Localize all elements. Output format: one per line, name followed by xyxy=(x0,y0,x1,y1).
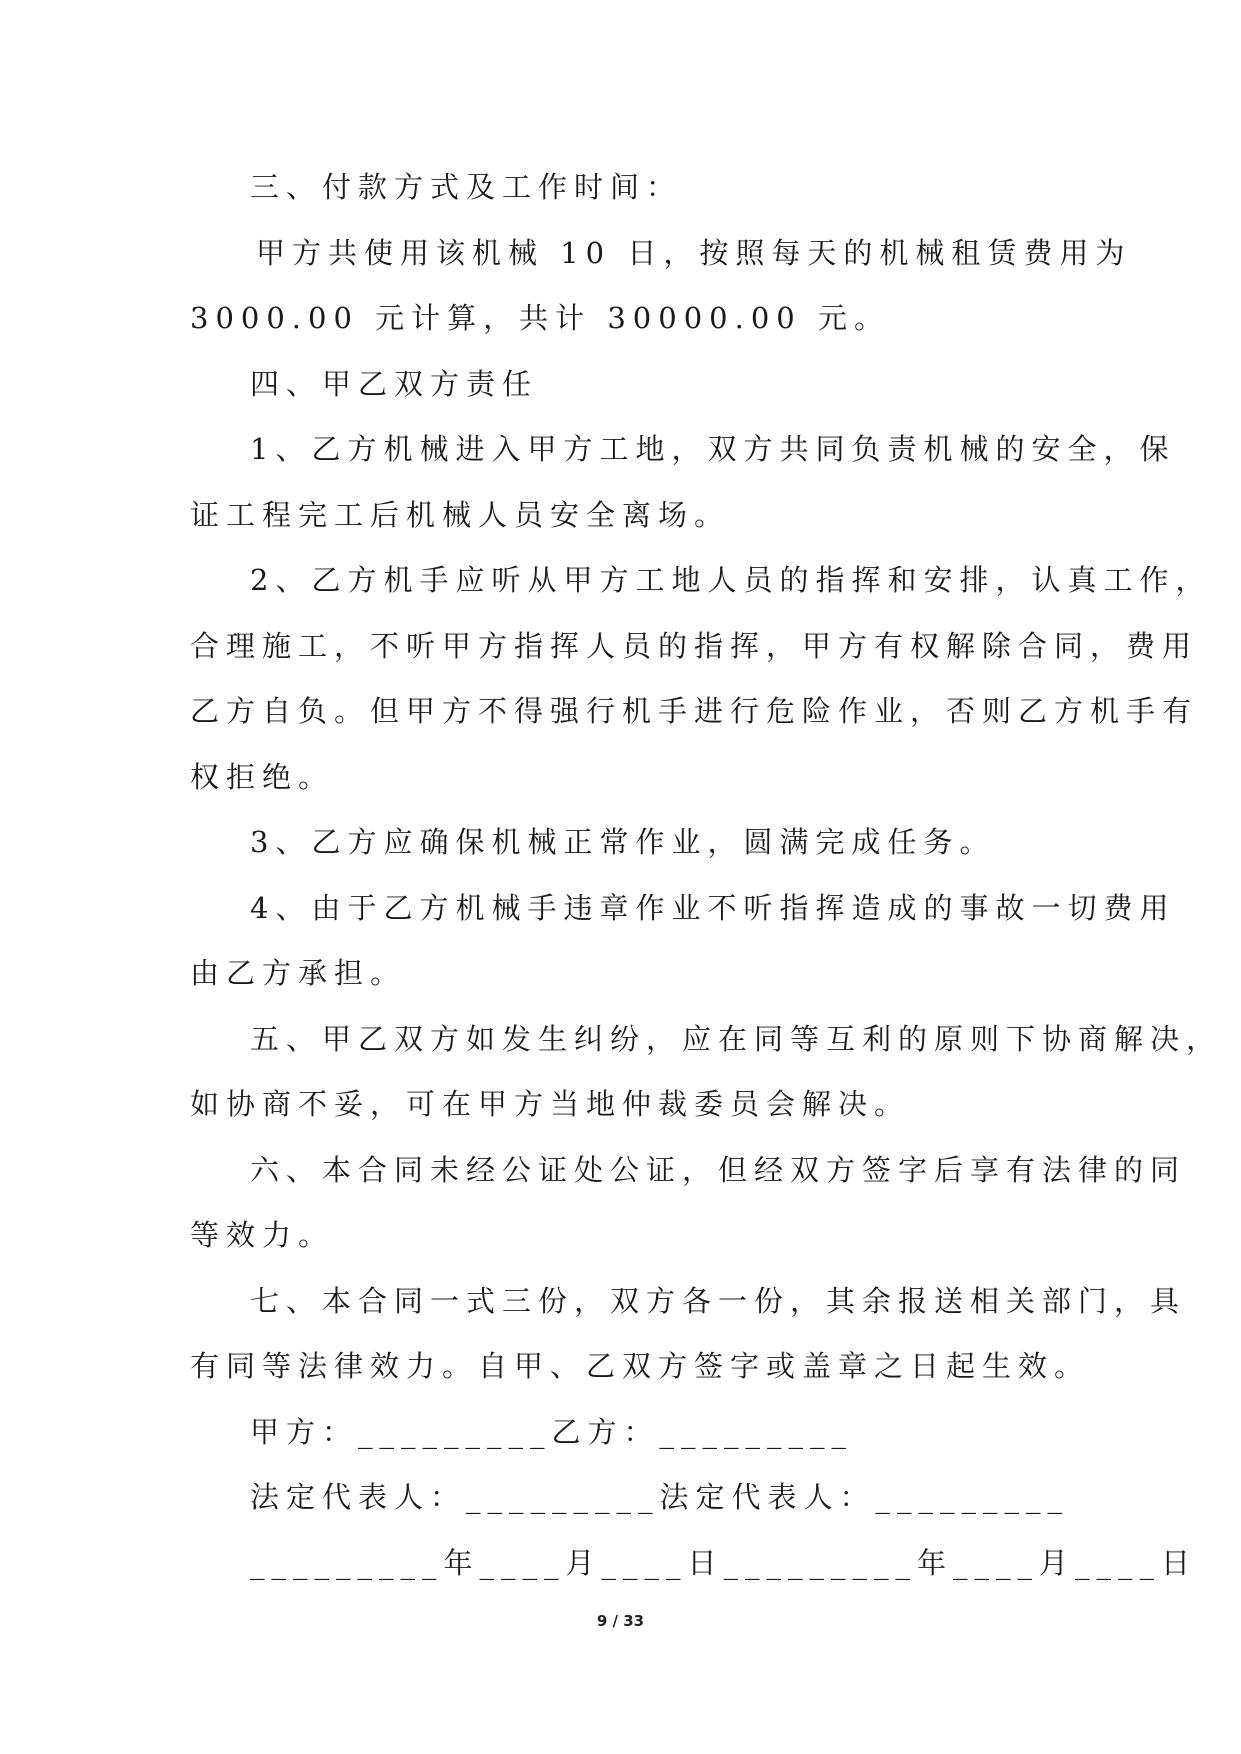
paragraph-line: 3000.00 元计算，共计 30000.00 元。 xyxy=(190,301,890,335)
paragraph-line: 如协商不妥，可在甲方当地仲裁委员会解决。 xyxy=(190,1087,911,1121)
paragraph-line: 合理施工，不听甲方指挥人员的指挥，甲方有权解除合同，费用 xyxy=(190,628,1199,663)
page-number: 9 / 33 xyxy=(596,1612,645,1630)
paragraph-line: 3、乙方应确保机械正常作业，圆满完成任务。 xyxy=(250,825,996,859)
section-heading-payment: 三、付款方式及工作时间： xyxy=(250,170,683,204)
document-body xyxy=(190,155,1223,1596)
paragraph-line: 由乙方承担。 xyxy=(190,956,407,990)
signature-party-line: 甲方：_________乙方：_________ xyxy=(250,1414,854,1449)
section-heading-responsibilities: 四、甲乙双方责任 xyxy=(250,366,539,401)
paragraph-line: 有同等法律效力。自甲、乙双方签字或盖章之日起生效。 xyxy=(190,1349,1091,1383)
paragraph-line: 七、本合同一式三份，双方各一份，其余报送相关部门，具 xyxy=(250,1283,1187,1318)
paragraph-line: 1、乙方机械进入甲方工地，双方共同负责机械的安全，保 xyxy=(250,432,1176,466)
paragraph-line: 2、乙方机手应听从甲方工地人员的指挥和安排，认真工作， xyxy=(250,563,1212,597)
signature-date-line: _________年____月____日_________年____月____日 xyxy=(250,1545,1198,1580)
paragraph-line: 乙方自负。但甲方不得强行机手进行危险作业，否则乙方机手有 xyxy=(190,694,1199,728)
paragraph-line: 4、由于乙方机械手违章作业不听指挥造成的事故一切费用 xyxy=(250,890,1176,925)
signature-representative-line: 法定代表人：_________法定代表人：_________ xyxy=(250,1480,1070,1514)
paragraph-line: 权拒绝。 xyxy=(190,759,335,794)
paragraph-line: 五、甲乙双方如发生纠纷，应在同等互利的原则下协商解决， xyxy=(250,1021,1223,1056)
paragraph-line: 证工程完工后机械人员安全离场。 xyxy=(190,497,731,532)
paragraph-line: 甲方共使用该机械 10 日，按照每天的机械租赁费用为 xyxy=(256,235,1132,270)
paragraph-line: 等效力。 xyxy=(190,1218,335,1252)
paragraph-line: 六、本合同未经公证处公证，但经双方签字后享有法律的同 xyxy=(250,1152,1187,1187)
